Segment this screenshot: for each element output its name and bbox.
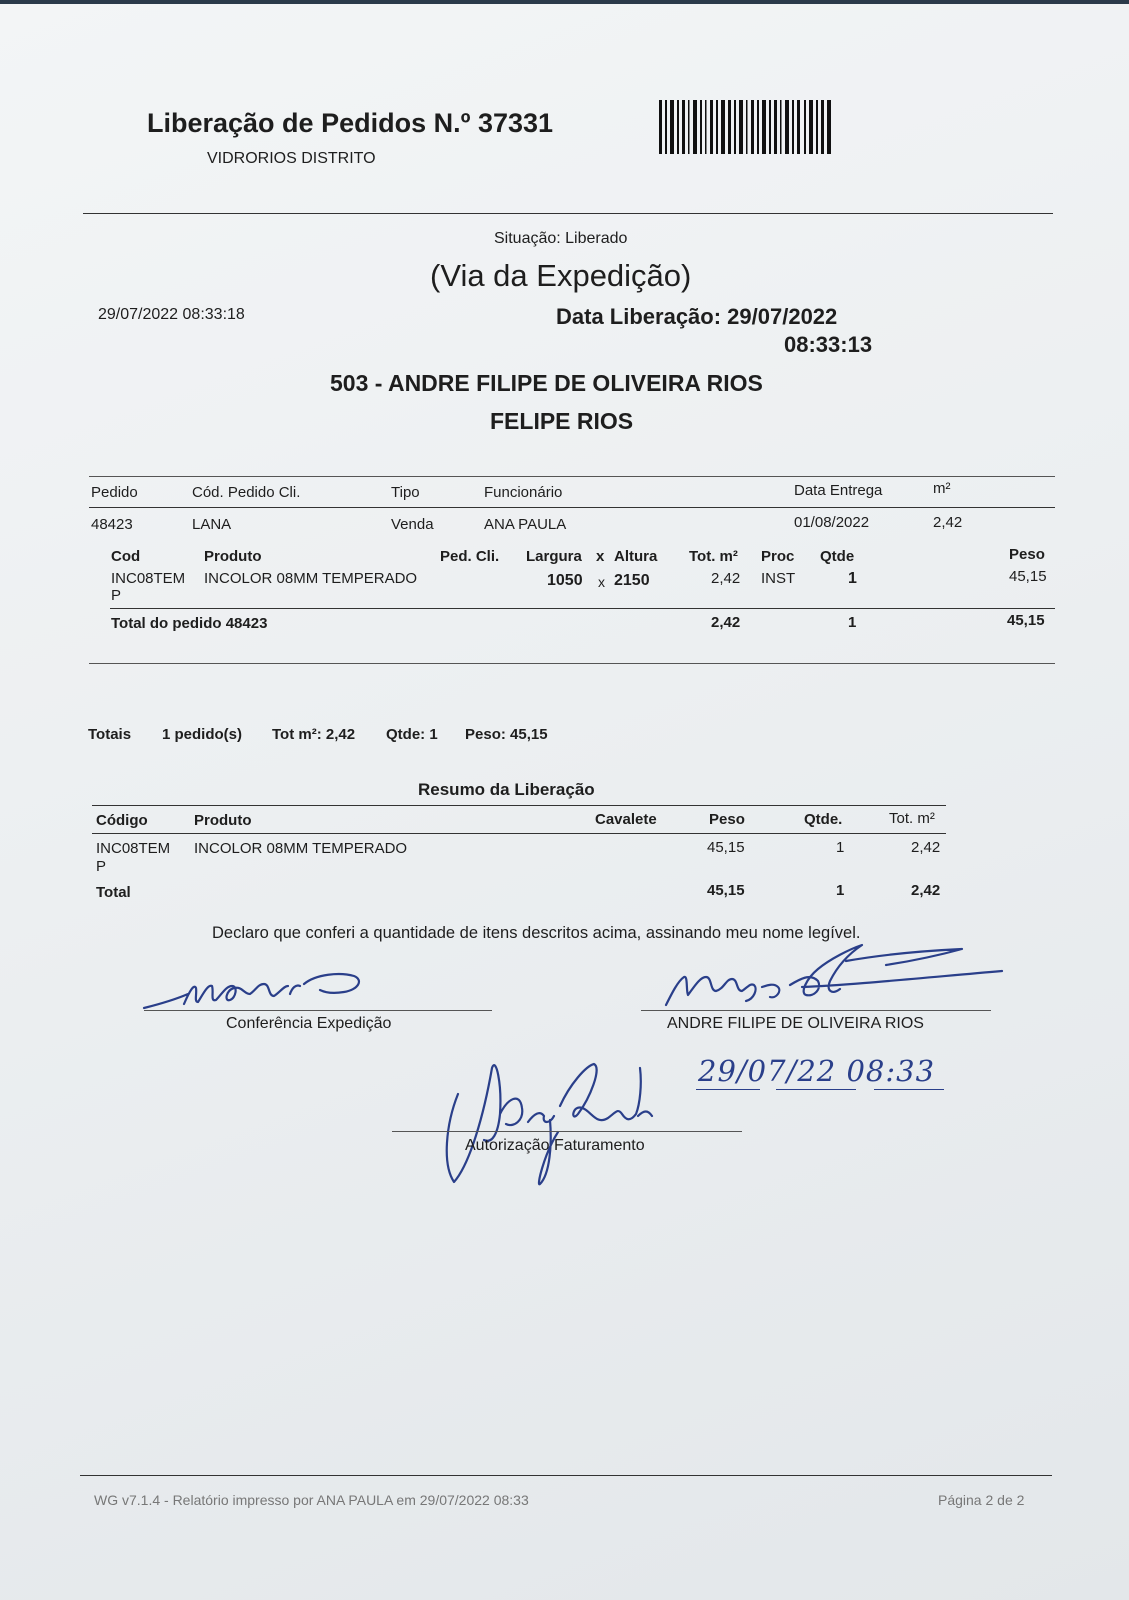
footer-rule bbox=[80, 1475, 1052, 1476]
item-qtde: 1 bbox=[848, 570, 857, 587]
client-alias: FELIPE RIOS bbox=[490, 408, 634, 434]
resumo-codigo: INC08TEM bbox=[96, 840, 171, 857]
item-header-x: x bbox=[596, 548, 605, 565]
col-header-pedido: Pedido bbox=[91, 484, 138, 501]
client-signature-line bbox=[641, 1010, 991, 1011]
header-divider bbox=[83, 213, 1053, 214]
resumo-total-peso: 45,15 bbox=[707, 882, 745, 899]
order-pedido: 48423 bbox=[91, 516, 133, 533]
resumo-peso: 45,15 bbox=[707, 839, 745, 856]
conferencia-label: Conferência Expedição bbox=[226, 1015, 392, 1032]
totais-pedidos: 1 pedido(s) bbox=[162, 726, 243, 743]
item-proc: INST bbox=[761, 570, 796, 587]
order-total-qtde: 1 bbox=[848, 614, 857, 631]
item-tot-m2: 2,42 bbox=[711, 570, 741, 587]
resumo-title: Resumo da Liberação bbox=[418, 780, 595, 799]
order-table-top-rule bbox=[89, 476, 1055, 477]
resumo-header-codigo: Código bbox=[96, 812, 148, 829]
order-total-m2: 2,42 bbox=[711, 614, 741, 631]
order-tipo: Venda bbox=[391, 516, 434, 533]
item-produto: INCOLOR 08MM TEMPERADO bbox=[204, 570, 418, 587]
barcode-icon bbox=[659, 100, 831, 154]
item-header-altura: Altura bbox=[614, 548, 658, 565]
handwritten-date: 29/07/22 08:33 bbox=[698, 1054, 936, 1088]
resumo-tot-m2: 2,42 bbox=[911, 839, 941, 856]
autorizacao-line bbox=[392, 1131, 742, 1132]
resumo-header-produto: Produto bbox=[194, 812, 252, 829]
totais-label: Totais bbox=[88, 726, 132, 743]
declaration-text: Declaro que conferi a quantidade de itens descritos acima, assinando meu nome legível. bbox=[212, 924, 861, 942]
autorizacao-signature bbox=[440, 1054, 670, 1189]
item-total-rule bbox=[110, 608, 1055, 609]
item-altura: 2150 bbox=[614, 572, 650, 589]
via-title: (Via da Expedição) bbox=[430, 258, 692, 293]
resumo-header-rule bbox=[92, 833, 946, 834]
print-datetime: 29/07/2022 08:33:18 bbox=[98, 306, 245, 323]
conferencia-line bbox=[144, 1010, 492, 1011]
client-name: 503 - ANDRE FILIPE DE OLIVEIRA RIOS bbox=[330, 370, 763, 396]
col-header-tipo: Tipo bbox=[391, 484, 420, 501]
resumo-total-label: Total bbox=[96, 884, 131, 901]
autorizacao-label: Autorização Faturamento bbox=[465, 1137, 645, 1154]
resumo-total-tot-m2: 2,42 bbox=[911, 882, 941, 899]
resumo-header-cavalete: Cavalete bbox=[595, 811, 657, 828]
order-total-label: Total do pedido 48423 bbox=[111, 615, 268, 632]
order-table-header-rule bbox=[89, 507, 1055, 508]
order-data-entrega: 01/08/2022 bbox=[794, 514, 870, 531]
resumo-header-tot-m2: Tot. m² bbox=[889, 810, 935, 827]
footer-page-number: Página 2 de 2 bbox=[938, 1492, 1025, 1508]
client-signature bbox=[650, 939, 1010, 1019]
handwritten-date-underline-3 bbox=[874, 1089, 944, 1090]
item-header-proc: Proc bbox=[761, 548, 795, 565]
totais-m2: Tot m²: 2,42 bbox=[272, 726, 356, 743]
company-name: VIDRORIOS DISTRITO bbox=[207, 150, 376, 167]
item-header-tot-m2: Tot. m² bbox=[689, 548, 738, 565]
col-header-cod-cli: Cód. Pedido Cli. bbox=[192, 484, 301, 501]
order-funcionario: ANA PAULA bbox=[484, 516, 567, 533]
conferencia-signature bbox=[140, 964, 380, 1014]
order-m2: 2,42 bbox=[933, 514, 963, 531]
item-header-produto: Produto bbox=[204, 548, 262, 565]
resumo-qtde: 1 bbox=[836, 839, 845, 856]
order-total-peso: 45,15 bbox=[1007, 612, 1045, 629]
item-header-ped-cli: Ped. Cli. bbox=[440, 548, 500, 565]
order-cod-cli: LANA bbox=[192, 516, 232, 533]
situacao-text: Situação: Liberado bbox=[494, 230, 628, 247]
col-header-m2: m² bbox=[933, 480, 951, 497]
handwritten-date-underline-1 bbox=[696, 1089, 760, 1090]
col-header-funcionario: Funcionário bbox=[484, 484, 563, 501]
totais-qtde: Qtde: 1 bbox=[386, 726, 438, 743]
item-largura: 1050 bbox=[547, 572, 583, 589]
resumo-total-qtde: 1 bbox=[836, 882, 845, 899]
item-header-largura: Largura bbox=[526, 548, 582, 565]
item-header-cod: Cod bbox=[111, 548, 141, 565]
order-table-bottom-rule bbox=[89, 663, 1055, 664]
col-header-data-entrega: Data Entrega bbox=[794, 482, 883, 499]
totais-peso: Peso: 45,15 bbox=[465, 726, 548, 743]
item-cod: INC08TEM bbox=[111, 570, 186, 587]
data-liberacao-time: 08:33:13 bbox=[784, 332, 873, 357]
item-peso: 45,15 bbox=[1009, 568, 1047, 585]
resumo-produto: INCOLOR 08MM TEMPERADO bbox=[194, 840, 408, 857]
handwritten-date-underline-2 bbox=[776, 1089, 856, 1090]
document-title: Liberação de Pedidos N.º 37331 bbox=[147, 108, 554, 138]
resumo-codigo-wrap: P bbox=[96, 858, 107, 875]
client-signature-label: ANDRE FILIPE DE OLIVEIRA RIOS bbox=[667, 1015, 924, 1032]
resumo-header-peso: Peso bbox=[709, 811, 745, 828]
resumo-top-rule bbox=[92, 805, 946, 806]
item-cod-wrap: P bbox=[111, 587, 122, 604]
item-x: x bbox=[598, 574, 605, 590]
footer-printed-by: WG v7.1.4 - Relatório impresso por ANA PAULA em 29/07/2022 08:33 bbox=[94, 1492, 529, 1508]
item-header-qtde: Qtde bbox=[820, 548, 855, 565]
item-header-peso: Peso bbox=[1009, 546, 1045, 563]
resumo-header-qtde: Qtde. bbox=[804, 811, 843, 828]
document-page bbox=[0, 4, 1129, 1600]
data-liberacao: Data Liberação: 29/07/2022 bbox=[556, 304, 838, 329]
